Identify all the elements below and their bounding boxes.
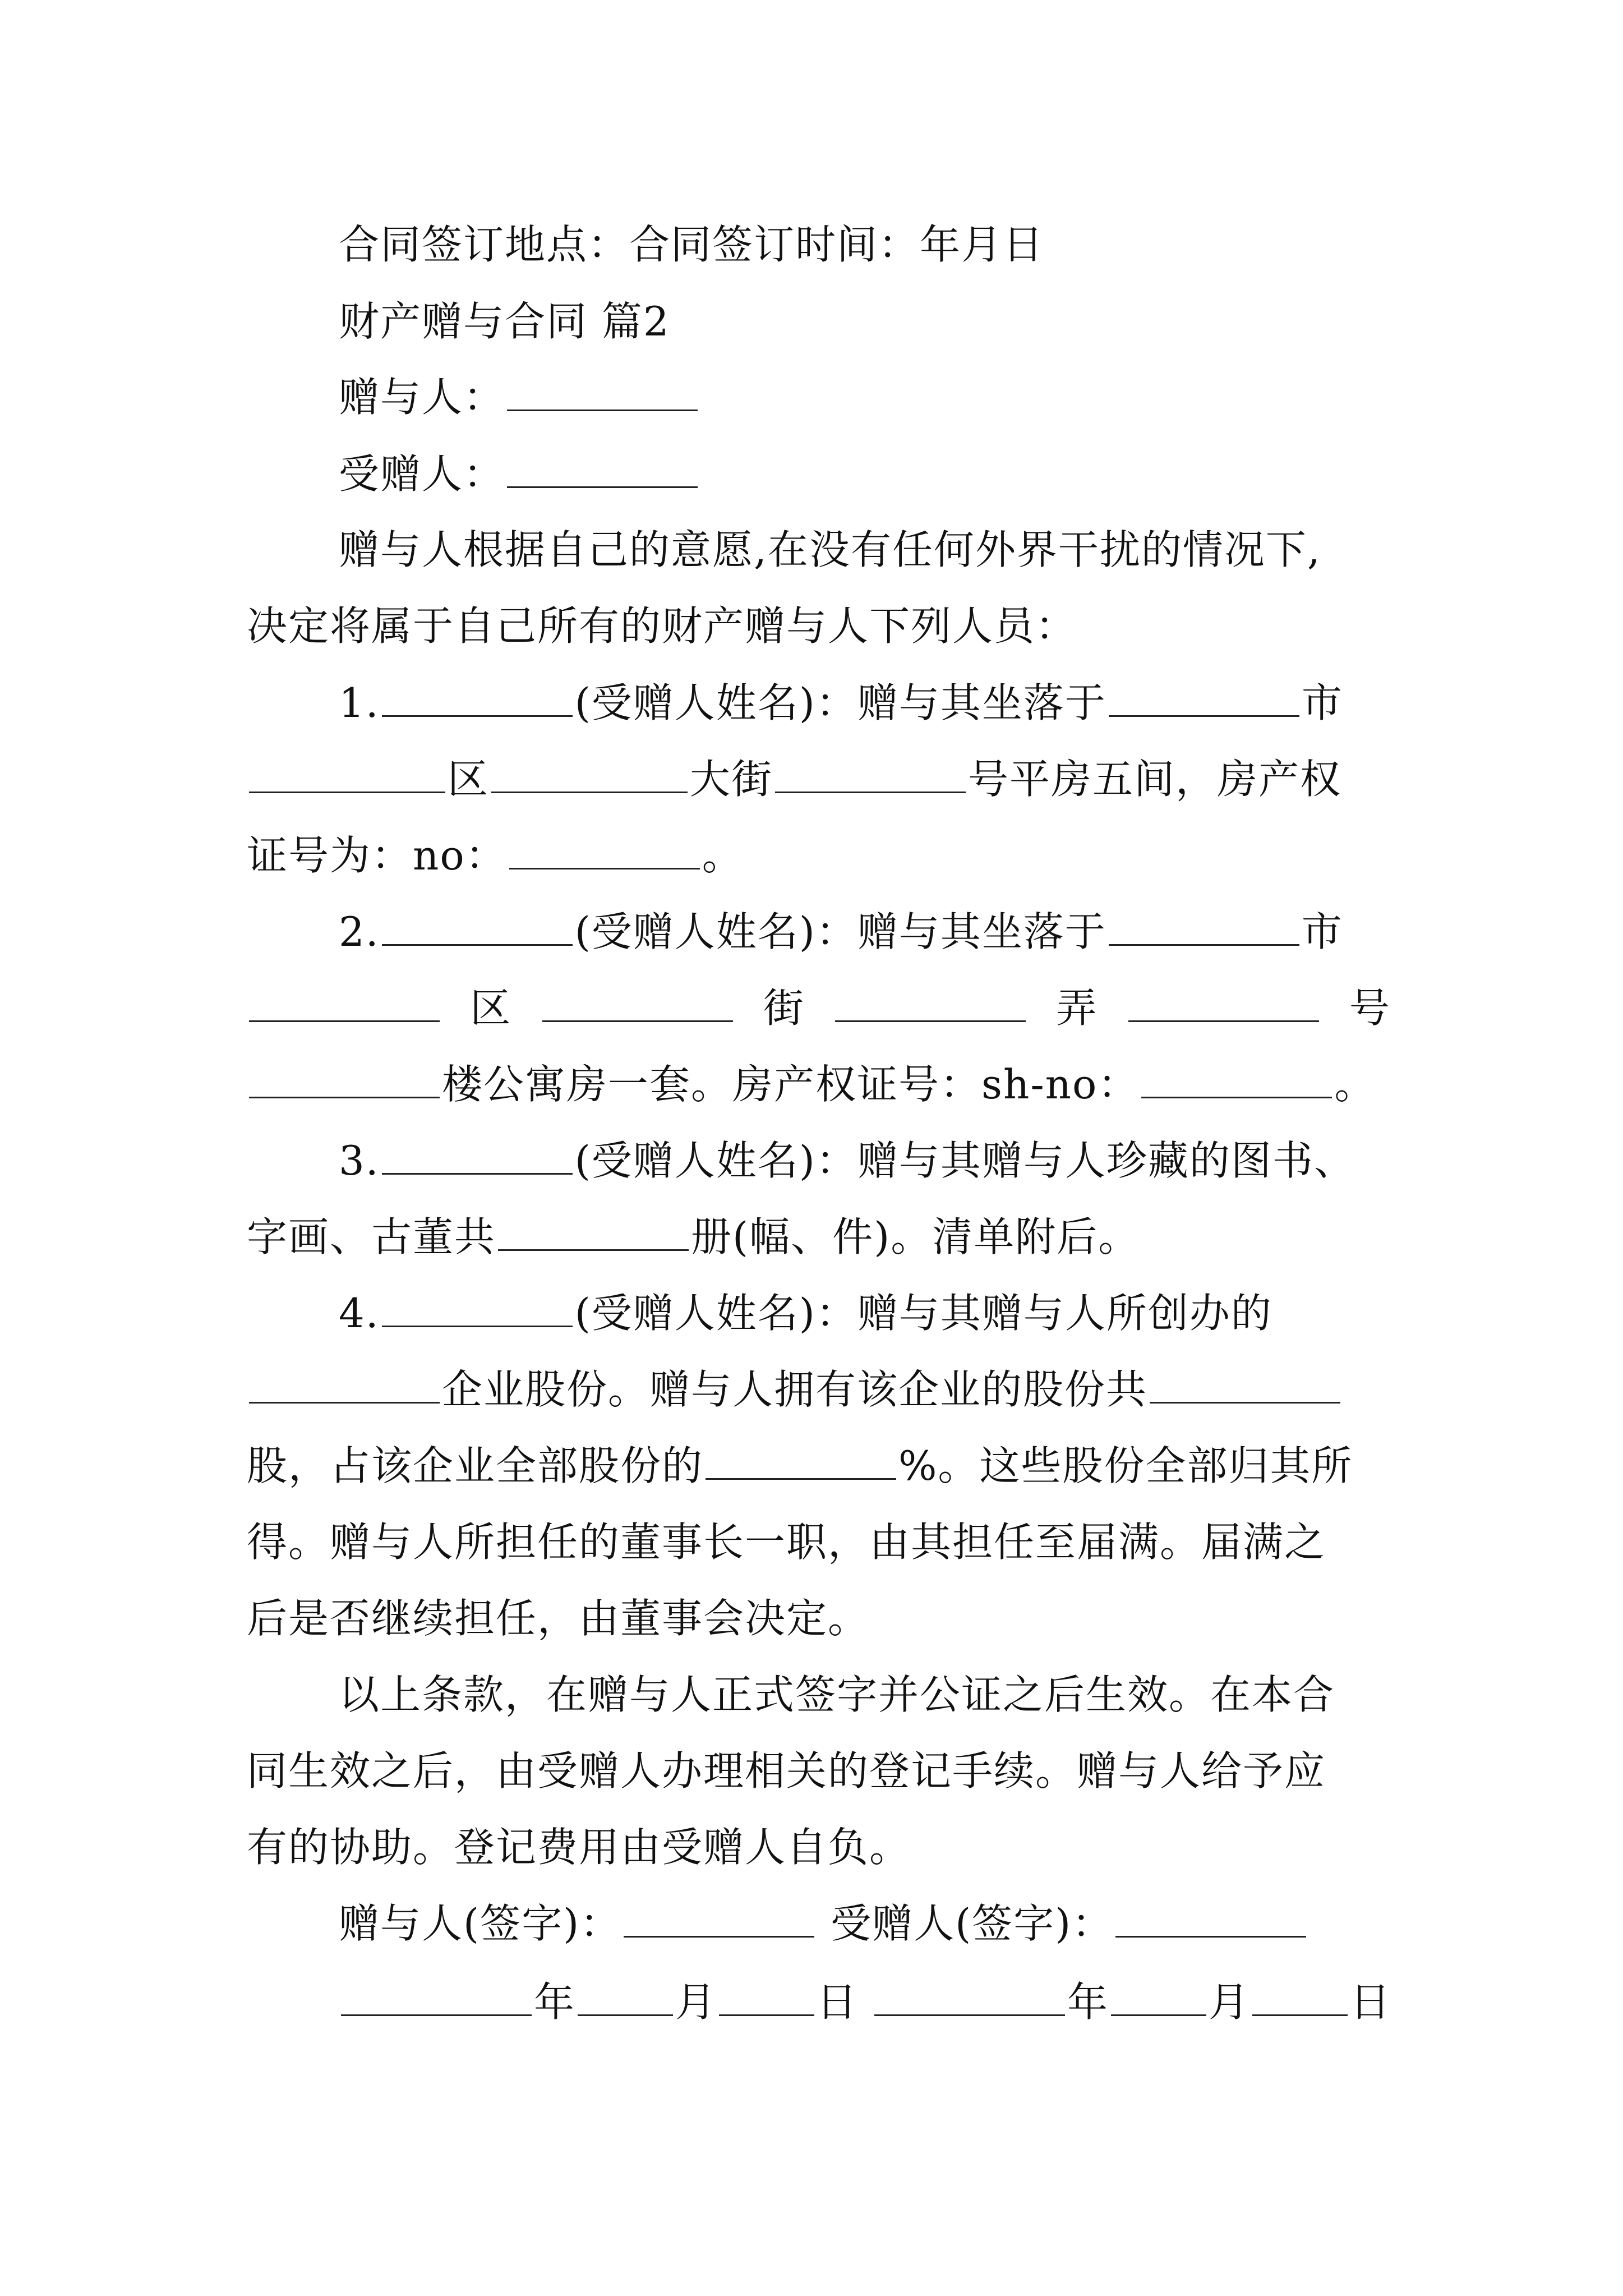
closing-line-2 bbox=[247, 1743, 1391, 1799]
item-1-line-3 bbox=[247, 827, 1391, 884]
donee-year-label: 年 bbox=[1067, 1978, 1109, 2026]
item-4-percent-blank bbox=[706, 1441, 896, 1480]
donee-label: 受赠人： bbox=[339, 450, 505, 498]
item-2-line-3 bbox=[247, 1056, 1391, 1112]
item-2-line-1 bbox=[339, 904, 1391, 960]
item-4-shares-text: 企业股份。赠与人拥有该企业的股份共 bbox=[442, 1366, 1148, 1413]
item-2-number: 2. bbox=[339, 908, 380, 955]
intro-line-1 bbox=[339, 522, 1391, 578]
item-3-count-blank bbox=[498, 1212, 689, 1251]
item-2-district-blank bbox=[249, 983, 440, 1022]
donor-line bbox=[339, 369, 1391, 425]
item-1-name-blank bbox=[382, 678, 573, 717]
donor-signature-label: 赠与人(签字)： bbox=[339, 1900, 622, 1947]
contract-place-time-text: 合同签订地点：合同签订时间：年月日 bbox=[339, 221, 1045, 268]
item-2-building-blank bbox=[249, 1060, 440, 1098]
closing-text-3: 有的协助。登记费用由受赠人自负。 bbox=[247, 1824, 911, 1871]
section-title-text: 财产赠与合同 篇2 bbox=[339, 298, 670, 345]
closing-text-2: 同生效之后，由受赠人办理相关的登记手续。赠与人给予应 bbox=[247, 1747, 1326, 1795]
item-3-number: 3. bbox=[339, 1137, 380, 1184]
item-4-percent-text: %。这些股份全部归其所 bbox=[898, 1442, 1353, 1489]
item-4-number: 4. bbox=[339, 1290, 380, 1337]
donee-signature-label: 受赠人(签字)： bbox=[831, 1900, 1114, 1947]
intro-text-1: 赠与人根据自己的意愿,在没有任何外界干扰的情况下, bbox=[339, 526, 1321, 573]
item-4-shares-blank bbox=[1150, 1365, 1340, 1404]
item-3-name-blank bbox=[382, 1136, 573, 1175]
closing-line-3 bbox=[247, 1819, 1391, 1875]
item-4-percent-label: 股，占该企业全部股份的 bbox=[247, 1442, 704, 1489]
item-2-city-blank bbox=[1109, 907, 1299, 946]
intro-text-2: 决定将属于自己所有的财产赠与人下列人员： bbox=[247, 602, 1077, 650]
donor-day-label: 日 bbox=[817, 1978, 859, 2026]
item-2-no-label: 号 bbox=[1349, 984, 1391, 1032]
item-3-line-1 bbox=[339, 1133, 1391, 1189]
item-1-number-blank bbox=[775, 754, 966, 793]
item-4-line-4 bbox=[247, 1514, 1391, 1570]
item-4-line-5 bbox=[247, 1590, 1391, 1646]
item-2-city-label: 市 bbox=[1301, 908, 1343, 955]
donor-label: 赠与人： bbox=[339, 374, 505, 421]
donee-month-label: 月 bbox=[1208, 1978, 1250, 2026]
item-4-line-3 bbox=[247, 1438, 1391, 1494]
item-3-text: (受赠人姓名)：赠与其赠与人珍藏的图书、 bbox=[574, 1137, 1355, 1184]
item-4-company-blank bbox=[249, 1365, 440, 1404]
item-4-line-2 bbox=[247, 1361, 1391, 1418]
donee-day-blank bbox=[1252, 1977, 1348, 2016]
donor-day-blank bbox=[719, 1977, 814, 2016]
item-1-city-label: 市 bbox=[1301, 679, 1343, 726]
intro-line-2 bbox=[247, 598, 1391, 654]
donor-year-blank bbox=[341, 1977, 532, 2016]
item-3-end-text: 册(幅、件)。清单附后。 bbox=[691, 1213, 1140, 1260]
item-2-lane-label: 弄 bbox=[1056, 984, 1098, 1032]
item-2-street-blank bbox=[542, 983, 733, 1022]
item-2-name-blank bbox=[382, 907, 573, 946]
donor-month-blank bbox=[578, 1977, 673, 2016]
donor-blank bbox=[507, 372, 698, 411]
item-2-cert-blank bbox=[1141, 1060, 1332, 1098]
item-1-street-label: 大街 bbox=[690, 756, 773, 803]
item-1-district-blank bbox=[249, 754, 445, 793]
item-4-text-5: 后是否继续担任，由董事会决定。 bbox=[247, 1595, 870, 1642]
item-4-text-4: 得。赠与人所担任的董事长一职，由其担任至届满。届满之 bbox=[247, 1519, 1326, 1566]
item-1-cert-label: 证号为：no： bbox=[247, 832, 507, 879]
signature-line bbox=[339, 1895, 1391, 1952]
donee-month-blank bbox=[1111, 1977, 1206, 2016]
donee-blank bbox=[507, 449, 698, 488]
item-1-number: 1. bbox=[339, 679, 380, 726]
item-1-city-blank bbox=[1109, 678, 1299, 717]
donee-line bbox=[339, 446, 1391, 502]
donor-month-label: 月 bbox=[675, 1978, 717, 2026]
section-title bbox=[339, 293, 1391, 349]
item-1-text: (受赠人姓名)：赠与其坐落于 bbox=[574, 679, 1106, 726]
item-2-district-label: 区 bbox=[470, 984, 512, 1032]
item-2-street-label: 街 bbox=[763, 984, 805, 1032]
item-2-text: (受赠人姓名)：赠与其坐落于 bbox=[574, 908, 1106, 955]
item-2-line-2 bbox=[247, 980, 1391, 1036]
donor-year-label: 年 bbox=[534, 1978, 576, 2026]
item-1-end: 。 bbox=[702, 832, 744, 879]
item-4-name-blank bbox=[382, 1289, 573, 1327]
donee-year-blank bbox=[874, 1977, 1065, 2016]
closing-text-1: 以上条款，在赠与人正式签字并公证之后生效。在本合 bbox=[339, 1671, 1335, 1718]
item-1-street-blank bbox=[491, 754, 688, 793]
donee-signature-blank bbox=[1115, 1899, 1306, 1938]
item-2-end: 。 bbox=[1334, 1061, 1376, 1108]
item-2-no-blank bbox=[1128, 983, 1319, 1022]
closing-line-1 bbox=[339, 1667, 1391, 1723]
item-1-line-1 bbox=[339, 675, 1391, 731]
contract-place-time-line bbox=[339, 217, 1391, 273]
item-4-line-1 bbox=[339, 1285, 1391, 1341]
item-1-cert-blank bbox=[509, 831, 700, 869]
date-line bbox=[339, 1974, 1391, 2030]
item-2-lane-blank bbox=[835, 983, 1026, 1022]
item-3-line-2 bbox=[247, 1209, 1391, 1265]
item-1-line-2 bbox=[247, 751, 1391, 807]
donee-day-label: 日 bbox=[1349, 1978, 1391, 2026]
item-3-collection-label: 字画、古董共 bbox=[247, 1213, 496, 1260]
donor-signature-blank bbox=[624, 1899, 814, 1938]
item-2-apartment-text: 楼公寓房一套。房产权证号：sh-no： bbox=[442, 1061, 1140, 1108]
item-1-house-text: 号平房五间，房产权 bbox=[968, 756, 1342, 803]
item-1-district-label: 区 bbox=[448, 756, 490, 803]
item-4-text: (受赠人姓名)：赠与其赠与人所创办的 bbox=[574, 1290, 1272, 1337]
